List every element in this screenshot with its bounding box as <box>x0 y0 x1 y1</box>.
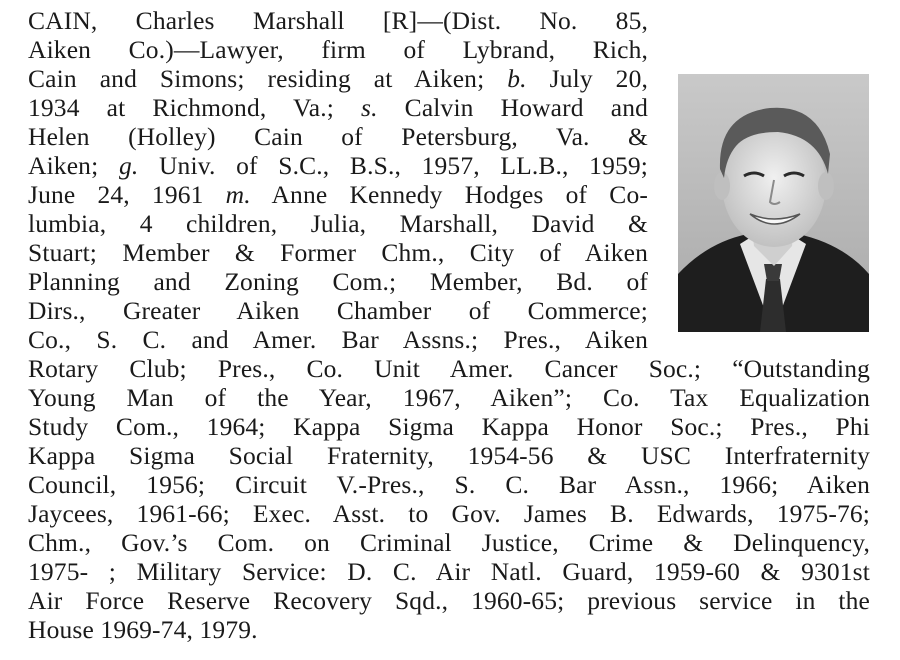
portrait-photo <box>678 74 869 332</box>
text-line <box>28 6 648 35</box>
text-segment: Univ. of S.C., B.S., 1957, LL.B., 1959; <box>138 151 649 180</box>
text-segment: Council, 1956; Circuit V.-Pres., S. C. Bar Assn., 1966; Aiken <box>28 470 870 499</box>
text-line <box>28 238 648 267</box>
text-segment: Chm., Gov.’s Com. on Criminal Justice, Crime & Delinquency, <box>28 528 870 557</box>
text-segment: Dirs., Greater Aiken Chamber of Commerce; <box>28 296 648 325</box>
text-line <box>28 412 870 441</box>
text-line <box>28 557 870 586</box>
text-segment: Kappa Sigma Social Fraternity, 1954-56 & USC Interfraternity <box>28 441 870 470</box>
text-segment: June 24, 1961 <box>28 180 226 209</box>
abbreviation-italic: s. <box>361 93 378 122</box>
text-segment: Study Com., 1964; Kappa Sigma Kappa Honor Soc.; Pres., Phi <box>28 412 870 441</box>
text-line <box>28 325 648 354</box>
abbreviation-italic: g. <box>118 151 139 180</box>
text-line <box>28 383 870 412</box>
text-line <box>28 35 648 64</box>
text-line <box>28 528 870 557</box>
abbreviation-italic: m. <box>225 180 251 209</box>
text-line <box>28 180 648 209</box>
text-line <box>28 296 648 325</box>
text-line <box>28 122 648 151</box>
text-segment: Anne Kennedy Hodges of Co- <box>250 180 649 209</box>
text-segment: Aiken; <box>28 151 119 180</box>
text-line <box>28 586 870 615</box>
text-segment: Rotary Club; Pres., Co. Unit Amer. Cancer Soc.; “Outstanding <box>28 354 870 383</box>
text-line <box>28 64 648 93</box>
text-line <box>28 441 870 470</box>
text-segment: 1934 at Richmond, Va.; <box>28 93 362 122</box>
text-segment: July 20, <box>526 64 649 93</box>
text-segment: Co., S. C. and Amer. Bar Assns.; Pres., Aiken <box>28 325 648 354</box>
abbreviation-italic: b. <box>507 64 527 93</box>
text-segment: Young Man of the Year, 1967, Aiken”; Co. Tax Equalization <box>28 383 870 412</box>
text-line <box>28 499 870 528</box>
text-segment: Helen (Holley) Cain of Petersburg, Va. & <box>28 122 648 151</box>
text-segment: Cain and Simons; residing at Aiken; <box>28 64 508 93</box>
text-segment: Stuart; Member & Former Chm., City of Aiken <box>28 238 648 267</box>
text-segment: Jaycees, 1961-66; Exec. Asst. to Gov. James B. Edwards, 1975-76; <box>28 499 870 528</box>
text-line <box>28 93 648 122</box>
text-segment: House 1969-74, 1979. <box>28 615 258 644</box>
text-line <box>28 209 648 238</box>
text-segment: Air Force Reserve Recovery Sqd., 1960-65; previous service in the <box>28 586 870 615</box>
text-segment: lumbia, 4 children, Julia, Marshall, David & <box>28 209 648 238</box>
text-line <box>28 470 870 499</box>
text-segment: 1975- ; Military Service: D. C. Air Natl. Guard, 1959-60 & 9301st <box>28 557 870 586</box>
text-segment: Aiken Co.)—Lawyer, firm of Lybrand, Rich, <box>28 35 648 64</box>
text-line <box>28 354 870 383</box>
text-segment: Planning and Zoning Com.; Member, Bd. of <box>28 267 648 296</box>
text-segment: CAIN, Charles Marshall [R]—(Dist. No. 85, <box>28 6 648 35</box>
text-segment: Calvin Howard and <box>377 93 648 122</box>
text-line <box>28 615 258 644</box>
text-line <box>28 267 648 296</box>
text-line <box>28 151 648 180</box>
